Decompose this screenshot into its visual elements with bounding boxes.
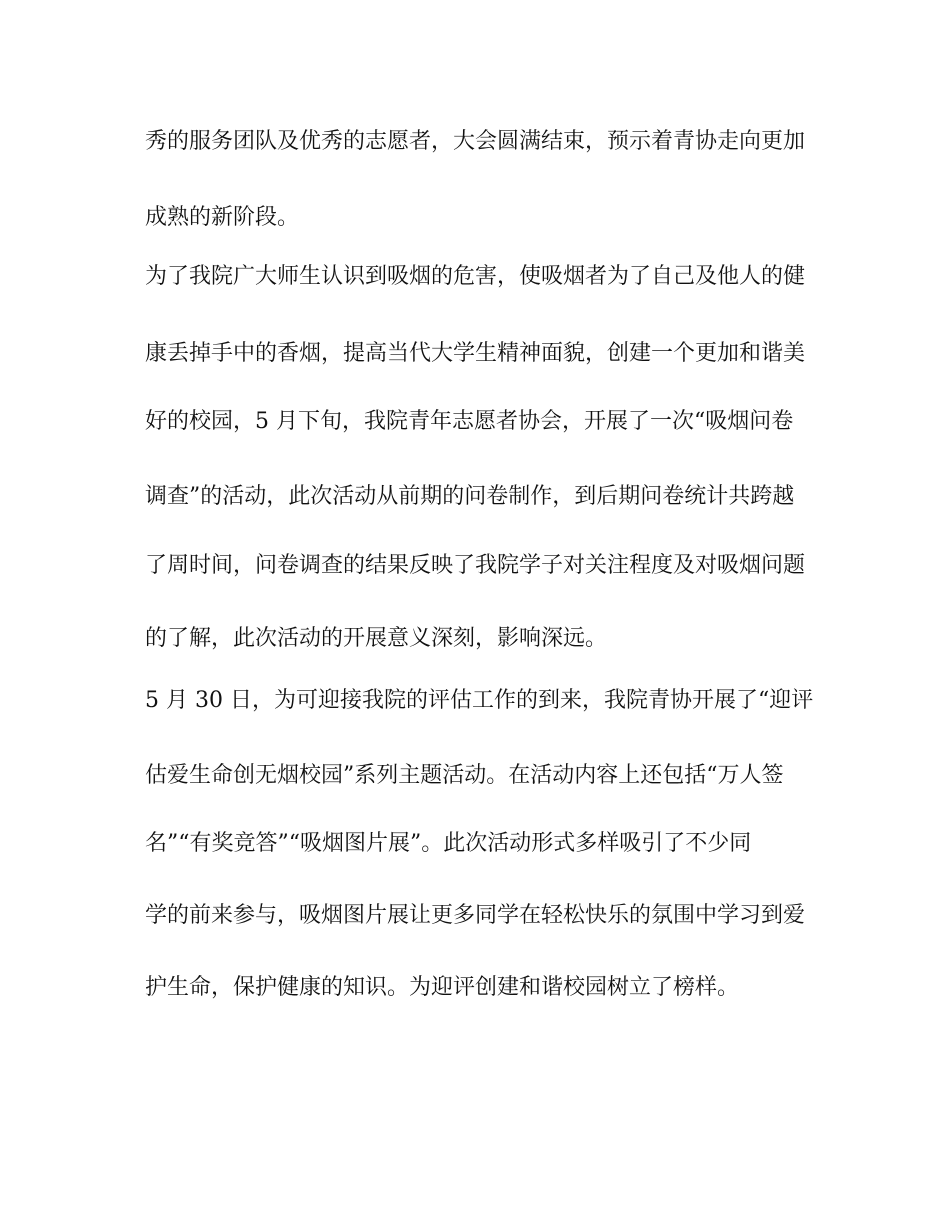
text-line: 护生命，保护健康的知识。为迎评创建和谐校园树立了榜样。	[145, 975, 740, 1000]
text-line: 的了解，此次活动的开展意义深刻，影响深远。	[145, 626, 608, 651]
text-line: 调查”的活动，此次活动从前期的问卷制作，到后期问卷统计共跨越	[145, 484, 795, 509]
text-line: 学的前来参与，吸烟图片展让更多同学在轻松快乐的氛围中学习到爱	[145, 903, 806, 928]
text-line: 了周时间，问卷调查的结果反映了我院学子对关注程度及对吸烟问题	[145, 553, 806, 578]
text-line: 为了我院广大师生认识到吸烟的危害，使吸烟者为了自己及他人的健	[145, 264, 806, 289]
text-line: 名”“有奖竞答”“吸烟图片展”。此次活动形式多样吸引了不少同	[145, 831, 752, 856]
text-line: 5 月 30 日，为可迎接我院的评估工作的到来，我院青协开展了“迎评	[145, 688, 814, 713]
text-line: 秀的服务团队及优秀的志愿者，大会圆满结束，预示着青协走向更加	[145, 129, 806, 154]
text-line: 成熟的新阶段。	[145, 205, 300, 230]
text-line: 估爱生命创无烟校园”系列主题活动。在活动内容上还包括“万人签	[145, 763, 784, 788]
text-line: 康丢掉手中的香烟，提高当代大学生精神面貌，创建一个更加和谐美	[145, 341, 806, 366]
text-line: 好的校园，5 月下旬，我院青年志愿者协会，开展了一次“吸烟问卷	[145, 409, 794, 434]
